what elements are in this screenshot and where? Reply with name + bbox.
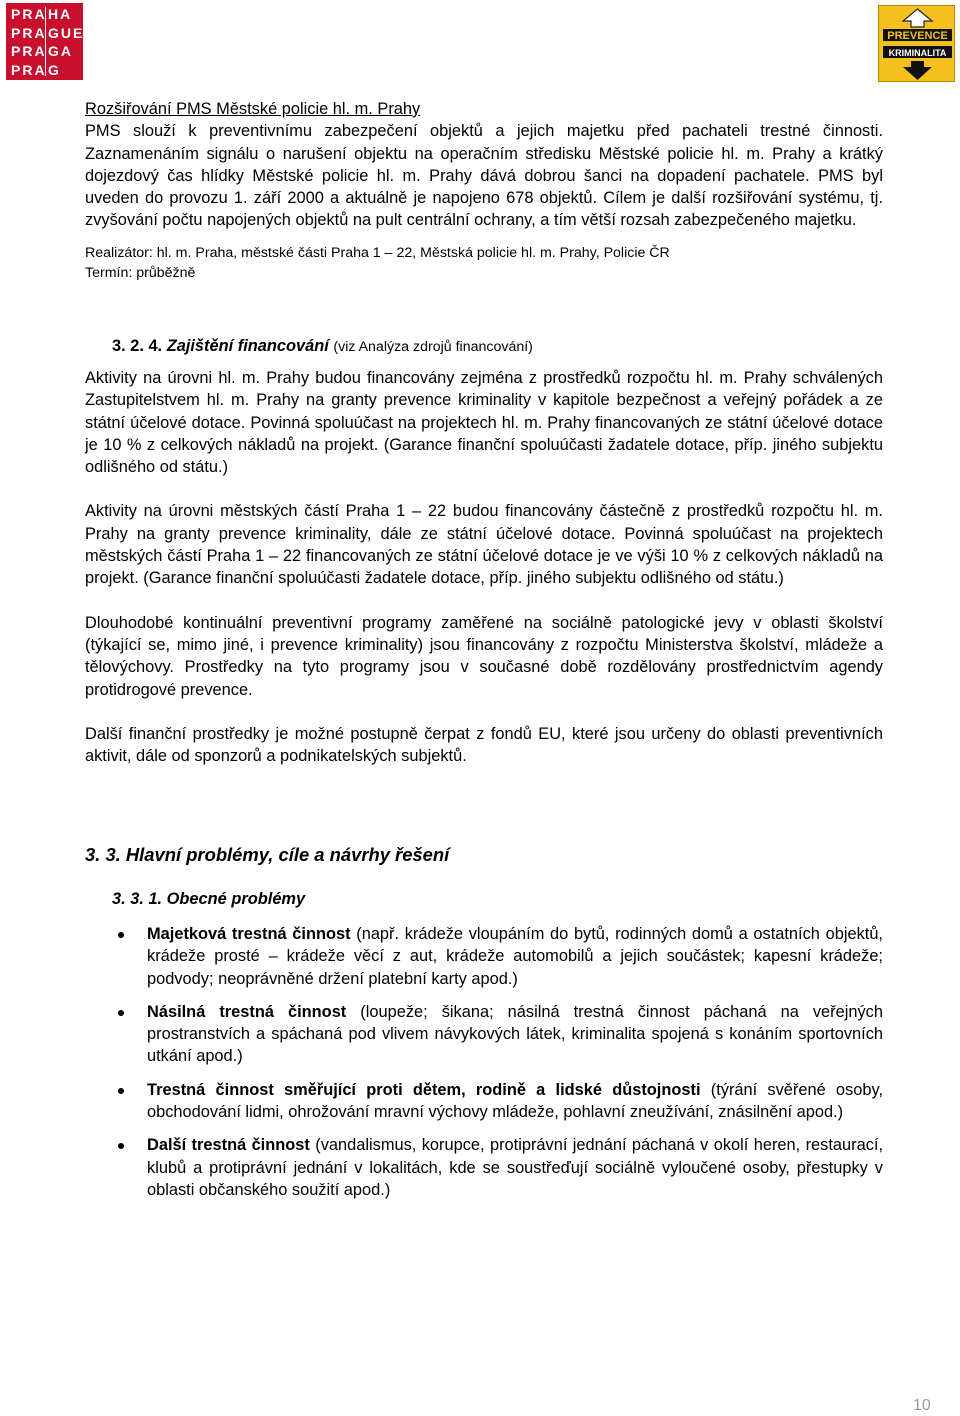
problem-item-title: Násilná trestná činnost — [147, 1002, 347, 1021]
problem-item-text: (týrání svěřené osoby, obchodování lidmi, ohrožování mravní výchovy mládeže, pohlavní zneužívání, znásilnění apod.) — [147, 1080, 883, 1122]
logo-word: G — [48, 61, 61, 78]
financing-heading — [112, 335, 883, 358]
financing-body — [85, 367, 883, 767]
problem-item-text: (loupeže; šikana; násilná trestná činnost páchaná na veřejných prostranstvích a spáchaná pod vlivem návykových látek, kriminalita spojená s konáním sportovních utkání apod.) — [147, 1002, 883, 1066]
pms-title: Rozšiřování PMS Městské policie hl. m. Prahy — [85, 100, 421, 118]
problem-item-title: Majetková trestná činnost — [147, 925, 351, 943]
bullet-icon — [118, 932, 124, 938]
problem-item — [85, 1134, 883, 1201]
problem-item-title: Trestná činnost směřující proti dětem, rodině a lidské důstojnosti — [147, 1080, 701, 1099]
logo-word: GUE — [48, 24, 85, 41]
pms-termin: Termín: průběžně — [85, 265, 196, 282]
pms-section — [85, 98, 883, 284]
pms-realizator: Realizátor: hl. m. Praha, městské části Praha 1 – 22, Městská policie hl. m. Prahy, Policie ČR — [85, 244, 670, 261]
financing-number: 3. 2. 4. — [112, 337, 163, 355]
problems-subheading: 3. 3. 1. Obecné problémy — [112, 890, 306, 908]
bullet-icon — [118, 1143, 124, 1149]
financing-title: Zajištění financování — [166, 337, 329, 355]
financing-paragraph: Aktivity na úrovni městských částí Praha 1 – 22 budou financovány částečně z prostředků rozpočtu hl. m. Prahy na granty prevence kriminality, dále ze státní účelové dotace. Povinná spoluúčast na projektech městských částí Praha 1 – 22 financovaných ze státní účelové dotace je ve výši 10 % z celkových nákladů na projekt. (Garance finanční spoluúčasti žadatele dotace, příp. jiného subjektu odlišného od státu.) — [85, 502, 883, 588]
problems-subheading-block — [112, 888, 883, 910]
pms-body: PMS slouží k preventivnímu zabezpečení objektů a jejich majetku před pachateli trestné činnosti. Zaznamenáním signálu o narušení objektu na operačním středisku Městské policie hl. m. Prahy a krátký dojezdový čas hlídky Městské policie hl. m. Prahy dává dobrou šanci na dopadení pachatele. PMS byl uveden do provozu 1. září 2000 a aktuálně je napojeno 678 objektů. Cílem je další rozšiřování systému, tj. zvyšování počtu napojených objektů na pult centrální ochrany, a tím větší rozsah zabezpečeného majetku. — [85, 122, 883, 230]
financing-paragraph: Další finanční prostředky je možné postupně čerpat z fondů EU, které jsou určeny do oblasti preventivních aktivit, dále od sponzorů a podnikatelských subjektů. — [85, 724, 883, 766]
financing-paragraph: Aktivity na úrovni hl. m. Prahy budou financovány zejména z prostředků rozpočtu hl. m. Prahy schválených Zastupitelstvem hl. m. Prahy na granty prevence kriminality v kapitole bezpečnost a veřejný pořádek a ze státní účelové dotace. Povinná spoluúčast na projektech hl. m. Prahy financovaných ze státní účelové dotace je 10 % z celkových nákladů na projekt. (Garance finanční spoluúčasti žadatele dotace, příp. jiného subjektu odlišného od státu.) — [85, 369, 883, 477]
logo-word: PRA — [11, 61, 47, 78]
problems-heading: 3. 3. Hlavní problémy, cíle a návrhy řešení — [85, 844, 450, 865]
problems-heading-block — [85, 843, 883, 867]
bullet-icon — [118, 1010, 124, 1016]
financing-note: (viz Analýza zdrojů financování) — [333, 339, 533, 355]
problem-item-title: Další trestná činnost — [147, 1136, 310, 1155]
problem-item-text: (vandalismus, korupce, protiprávní jednání páchaná v okolí heren, restaurací, klubů a protiprávní jednání v lokalitách, kde se soustřeďují sociálně vyloučené osoby, přestupky v oblasti občanského soužití apod.) — [147, 1136, 883, 1199]
logo-text-prevence: PREVENCE — [887, 30, 948, 42]
logo-text-kriminalita: KRIMINALITA — [888, 48, 947, 58]
bullet-icon — [118, 1088, 124, 1094]
logo-word: PRA — [11, 24, 47, 41]
praha-logo — [6, 3, 83, 80]
logo-word: PRA — [11, 6, 47, 22]
prevence-kriminality-logo — [878, 5, 955, 82]
prevence-arrows-icon — [879, 6, 956, 83]
logo-word: HA — [48, 6, 73, 22]
financing-paragraph: Dlouhodobé kontinuální preventivní programy zaměřené na sociálně patologické jevy v oblasti školství (týkající se, mimo jiné, i prevence kriminality) jsou financovány z rozpočtu Ministerstva školství, mládeže a tělovýchovy. Prostředky na tyto programy jsou v současné době rozdělovány prostřednictvím agendy protidrogové prevence. — [85, 613, 883, 699]
problem-item — [85, 1001, 883, 1068]
logo-word: GA — [48, 43, 73, 59]
logo-word: PRA — [11, 43, 47, 59]
problem-item — [85, 923, 883, 990]
page-number: 10 — [913, 1397, 931, 1414]
problems-list — [85, 923, 883, 1201]
problem-item-text: (např. krádeže vloupáním do bytů, rodinných domů a ostatních objektů, krádeže prosté – krádeže věcí z aut, krádeže automobilů a jejich součástek; kapesní krádeže; podvody; neoprávněné držení platební karty apod.) — [147, 925, 883, 988]
problem-item — [85, 1079, 883, 1124]
